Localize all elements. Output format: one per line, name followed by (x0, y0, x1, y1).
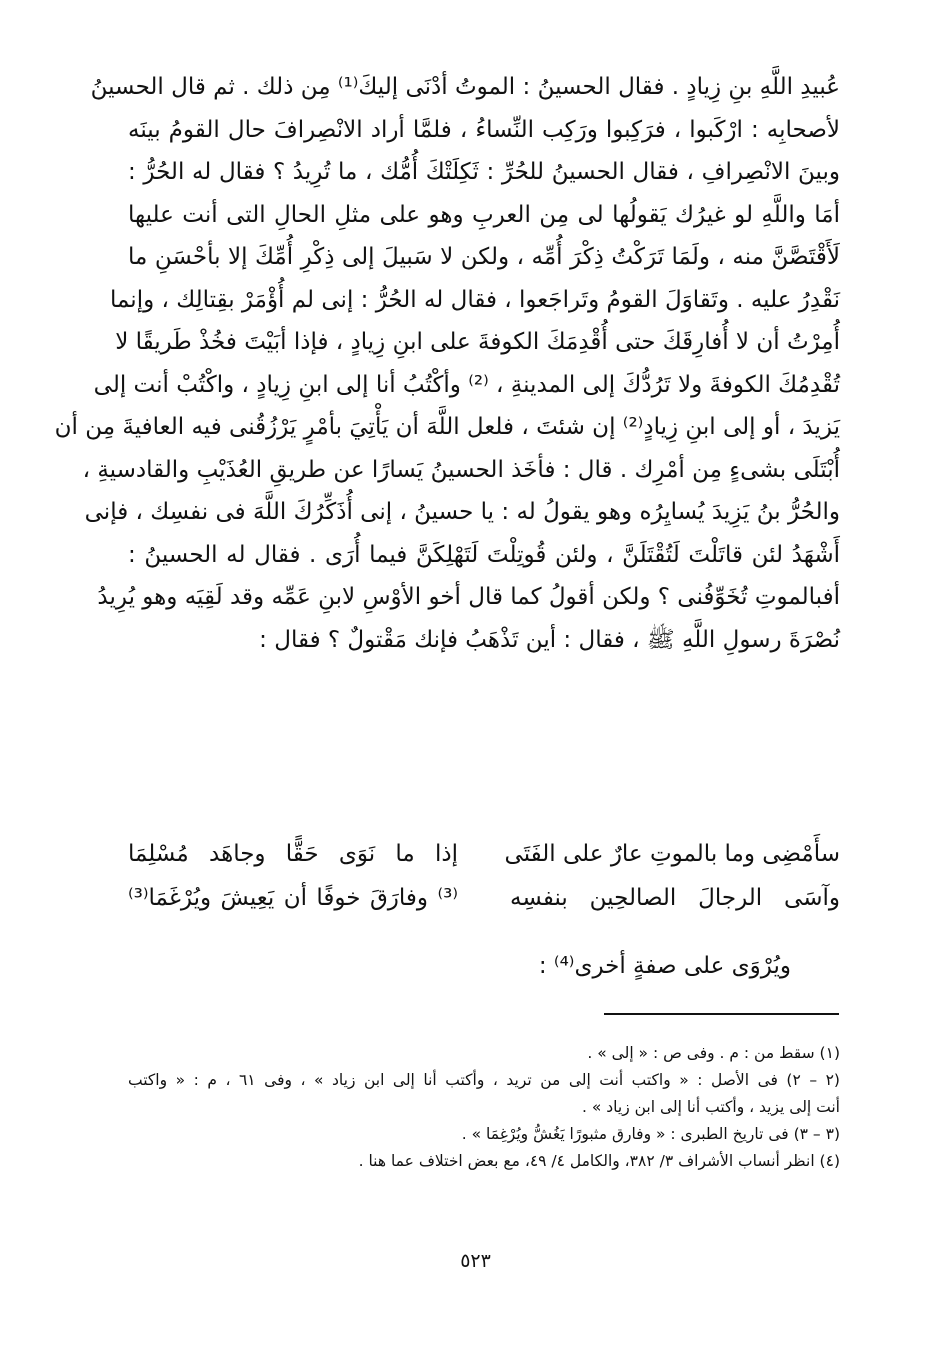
text-line: لأصحابِه : ارْكَبوا ، فرَكِبوا ورَكِب النِّساءُ ، فلمَّا أراد الانْصِرافَ حال القومُ بينَه (128, 116, 840, 143)
text-line: نَقْدِرُ عليه . وتَقاوَلَ القومُ وتَراجَعوا ، فقال له الحُرُّ : إنى لم أُؤْمَرْ بقِتالِك ، وإنما (110, 286, 840, 313)
footnote-separator (604, 1013, 839, 1015)
text-line: أمَا واللَّهِ لو غيرُك يَقولُها لى مِن العربِ وهو على مثلِ الحالِ التى أنت عليها (128, 201, 840, 228)
poem-first-hemistich: سأَمْضِى وما بالموتِ عارٌ على الفَتَى (504, 841, 840, 867)
text-line: وبينَ الانْصِرافِ ، فقال الحسينُ للحُرِّ : ثَكِلَتْكَ أُمُّك ، ما تُرِيدُ ؟ فقال له الحُرُّ : (128, 159, 840, 185)
footnote: (٤) انظر أنساب الأشراف ٣/ ٣٨٢، والكامل ٤/ ٤٩، مع بعض اختلاف عما هنا . (358, 1152, 840, 1170)
footnote: (٢ – ٢) فى الأصل : « واكتب أنت إلى من تريد ، وأكتب أنا إلى ابن زياد » ، وفى ٦١ ، م : « واكتب (128, 1071, 840, 1089)
poem-second-hemistich: ⁽³⁾ وفارَقَ خوفًا أن يَعِيشَ ويُرْغَمَا⁽³⁾ (128, 885, 458, 911)
text-line: أُمِرْتُ أن لا أُفارِقَكَ حتى أُقْدِمَكَ الكوفةَ على ابنِ زِيادٍ ، فإذا أبَيْتَ فخُذْ طَريقًا لا (115, 329, 840, 355)
poem-variant-note: ويُرْوَى على صفةٍ أخرى⁽⁴⁾ : (538, 953, 791, 979)
page-number: ٥٢٣ (460, 1250, 491, 1272)
text-line: عُبيدِ اللَّهِ بنِ زِيادٍ . فقال الحسينُ : الموتُ أدْنَى إليكَ⁽¹⁾ مِن ذلك . ثم قال الحسينُ (90, 74, 840, 100)
text-line: أفبالموتِ تُخَوِّفُنى ؟ ولكن أقولُ كما قال أخو الأوْسِ لابنِ عَمِّه وقد لَقِيَه وهو يُرِيدُ (97, 584, 840, 610)
text-line: يَزيدَ ، أو إلى ابنِ زِيادٍ⁽²⁾ إن شئتَ ، فلعل اللَّهَ أن يَأْتِيَ بأمْرٍ يَرْزُقُنى فيه العافيةَ مِن أن (54, 414, 840, 440)
poem-second-hemistich: إذا ما نَوَى حَقًّا وجاهَد مُسْلِمَا (128, 841, 458, 867)
footnote: (١) سقط من : م . وفى ص : « إلى » . (587, 1044, 840, 1062)
text-line: أُبْتَلَى بشىءٍ مِن أمْرِك . قال : فأخَذ الحسينُ يَسارًا عن طريقِ العُذَيْبِ والقادسيةِ ، (82, 456, 840, 483)
footnote: (٣ – ٣) فى تاريخ الطبرى : « وفارق مثبورًا يَغُشُّ ويُرْغِمَا » . (461, 1125, 840, 1143)
poem-block (128, 832, 840, 920)
poem-verse (128, 832, 840, 876)
main-text-block (54, 66, 840, 661)
poem-verse (128, 876, 840, 920)
text-line: والحُرُّ بنُ يَزِيدَ يُسايِرُه وهو يقولُ له : يا حسينُ ، إنى أُذَكِّرُكَ اللَّهَ فى نفسِك ، فإنى (84, 499, 840, 525)
poem-first-hemistich: وآسَى الرجالَ الصالحِين بنفسِه (510, 885, 840, 911)
footnotes-block (128, 1040, 840, 1175)
text-line: لَأَقْتَصَّنَّ منه ، ولَمَا تَرَكْتُ ذِكْرَ أُمِّه ، ولكن لا سَبيلَ إلى ذِكْرِ أُمِّكَ إلا بأحْسَنِ ما (128, 244, 840, 270)
footnote-continuation: أنت إلى يزيد ، وأكتب أنا إلى ابن زياد » . (582, 1098, 840, 1116)
text-line: أَشْهَدُ لئن قاتَلْتَ لَتُقْتَلَنَّ ، ولئن قُوتِلْتَ لَتَهْلِكَنَّ فيما أُرَى . فقال له الحسينُ : (128, 541, 840, 568)
text-line: تُقْدِمُكَ الكوفةَ ولا تَرُدُّكَ إلى المدينةِ ، ⁽²⁾ وأكْتُبُ أنا إلى ابنِ زِيادٍ ، واكْتُبْ أنت إلى (93, 371, 840, 398)
text-line: نُصْرَةَ رسولِ اللَّهِ ﷺ ، فقال : أين تَذْهَبُ فإنك مَقْتولٌ ؟ فقال : (259, 626, 840, 653)
